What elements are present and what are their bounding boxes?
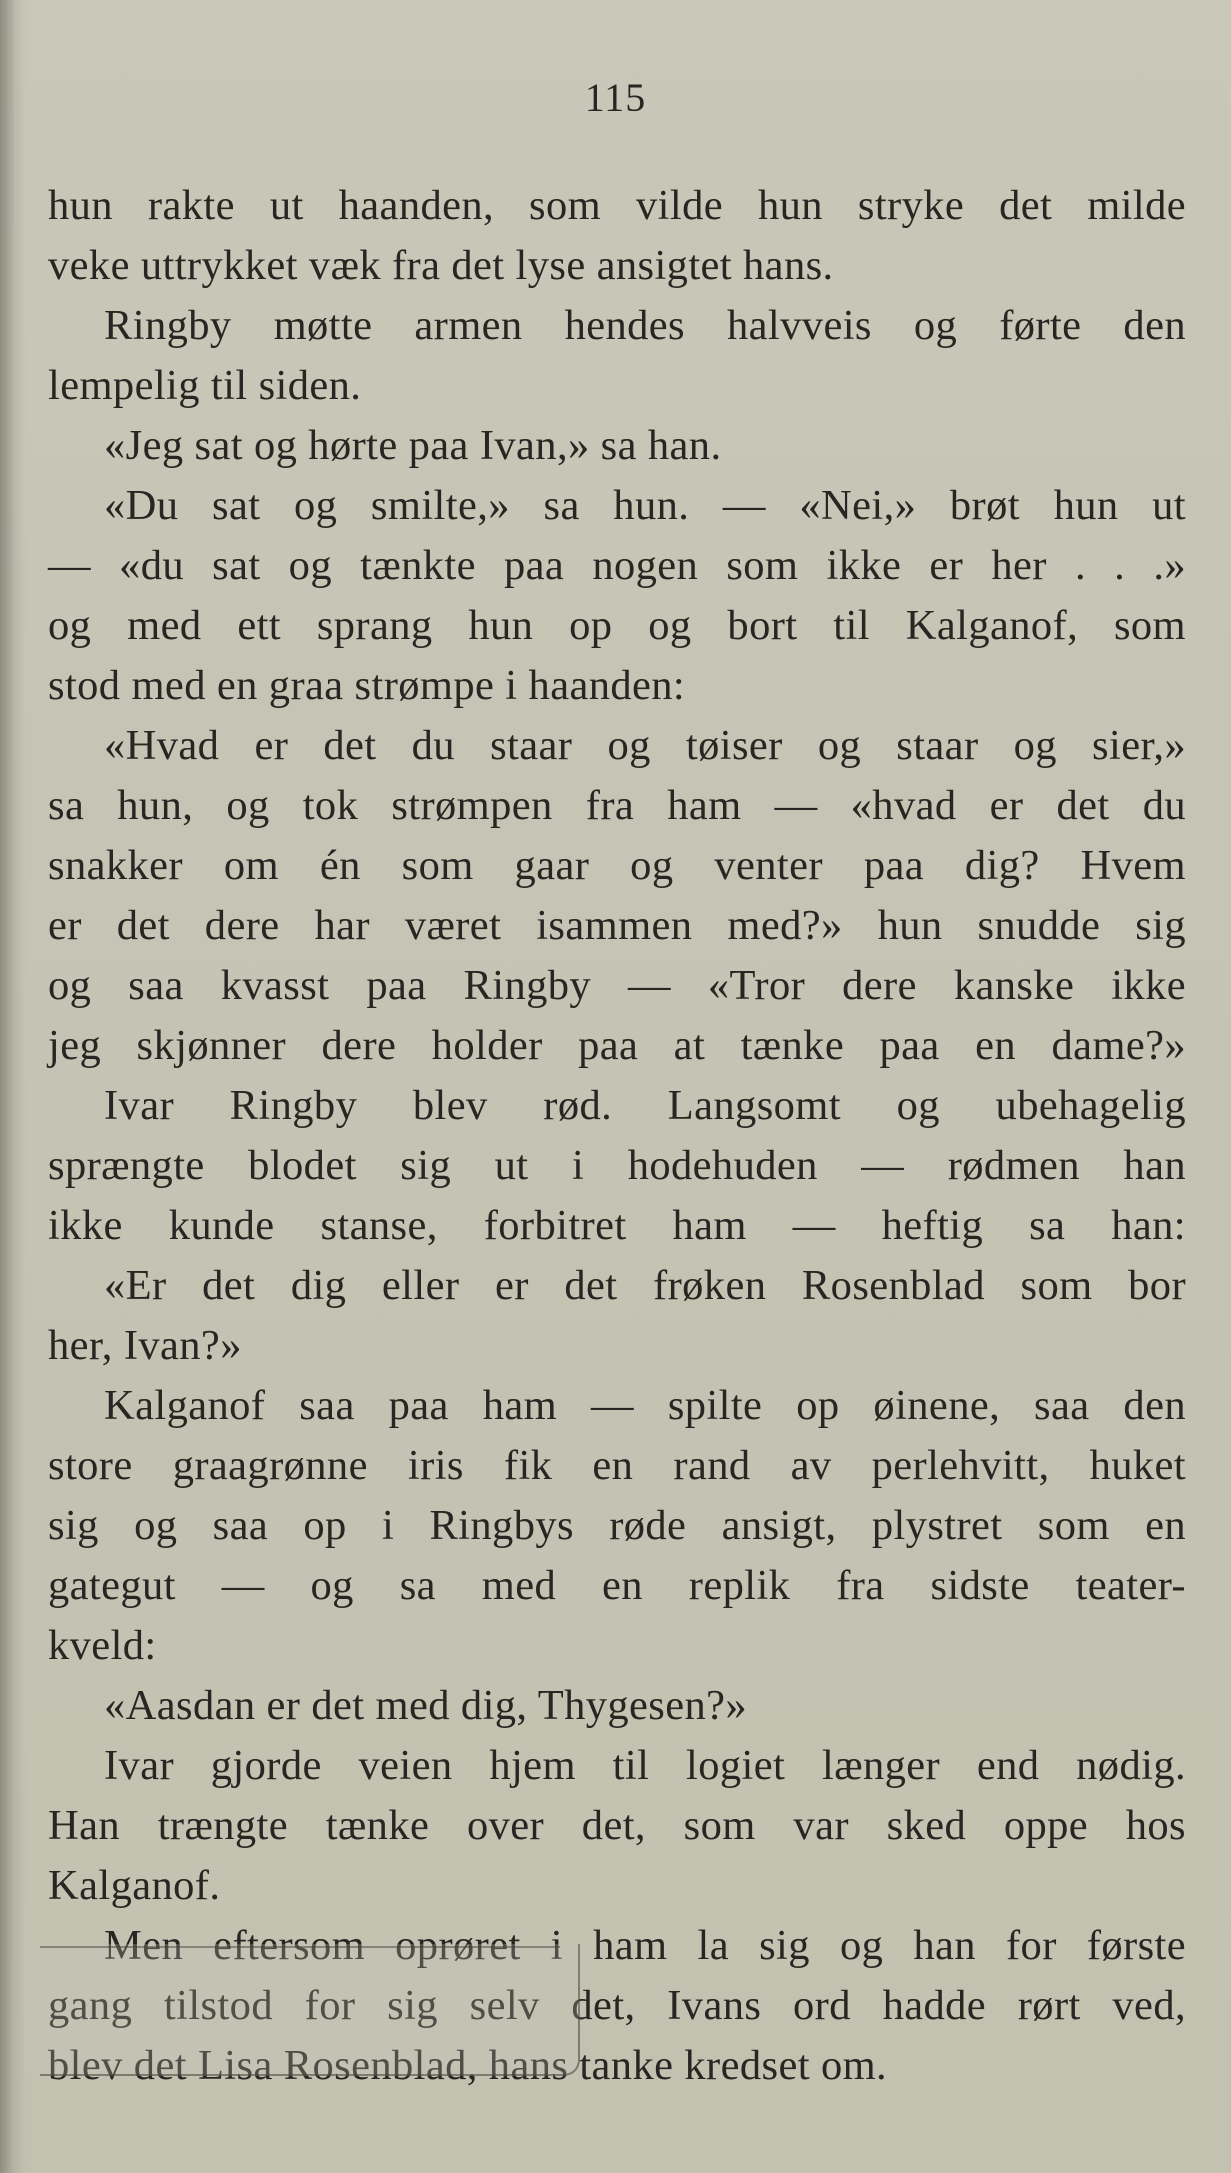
text-line: gang tilstod for sig selv det, Ivans ord hadde rørt ved,: [48, 1982, 1186, 2029]
text-line: er det dere har været isammen med?» hun snudde sig: [48, 902, 1186, 949]
text-line: «Aasdan er det med dig, Thygesen?»: [104, 1682, 748, 1729]
text-line: Men eftersom oprøret i ham la sig og han for første: [104, 1922, 1186, 1969]
text-line: hun rakte ut haanden, som vilde hun stryke det milde: [48, 182, 1186, 229]
text-line: her, Ivan?»: [48, 1322, 242, 1369]
text-line: kveld:: [48, 1622, 157, 1669]
text-line: lempelig til siden.: [48, 362, 362, 409]
text-line: stod med en graa strømpe i haanden:: [48, 662, 686, 709]
text-line: sa hun, og tok strømpen fra ham — «hvad er det du: [48, 782, 1186, 829]
text-line: jeg skjønner dere holder paa at tænke paa en dame?»: [48, 1022, 1186, 1069]
text-line: «Er det dig eller er det frøken Rosenblad som bor: [104, 1262, 1186, 1309]
text-line: og saa kvasst paa Ringby — «Tror dere kanske ikke: [48, 962, 1186, 1009]
text-line: «Jeg sat og hørte paa Ivan,» sa han.: [104, 422, 722, 469]
text-line: sprængte blodet sig ut i hodehuden — rødmen han: [48, 1142, 1186, 1189]
text-line: snakker om én som gaar og venter paa dig? Hvem: [48, 842, 1186, 889]
text-line: Han trængte tænke over det, som var sked oppe hos: [48, 1802, 1186, 1849]
text-line: og med ett sprang hun op og bort til Kalganof, som: [48, 602, 1186, 649]
text-line: sig og saa op i Ringbys røde ansigt, plystret som en: [48, 1502, 1186, 1549]
text-line: blev det Lisa Rosenblad, hans tanke kredset om.: [48, 2042, 888, 2089]
text-line: Kalganof.: [48, 1862, 221, 1909]
text-line: «Du sat og smilte,» sa hun. — «Nei,» brøt hun ut: [104, 482, 1186, 529]
text-line: ikke kunde stanse, forbitret ham — heftig sa han:: [48, 1202, 1186, 1249]
text-line: «Hvad er det du staar og tøiser og staar og sier,»: [104, 722, 1186, 769]
text-line: Ivar Ringby blev rød. Langsomt og ubehagelig: [104, 1082, 1186, 1129]
pencil-underline-mark: [40, 1946, 560, 1948]
text-line: gategut — og sa med en replik fra sidste teater-: [48, 1562, 1186, 1609]
text-line: — «du sat og tænkte paa nogen som ikke er her . . .»: [48, 542, 1186, 589]
text-line: Kalganof saa paa ham — spilte op øinene, saa den: [104, 1382, 1186, 1429]
text-line: Ivar gjorde veien hjem til logiet længer end nødig.: [104, 1742, 1186, 1789]
body-text: [48, 176, 1186, 2096]
page-number: 115: [584, 75, 647, 120]
page-binding-edge: [0, 0, 14, 2173]
text-line: store graagrønne iris fik en rand av perlehvitt, huket: [48, 1442, 1186, 1489]
text-line: veke uttrykket væk fra det lyse ansigtet hans.: [48, 242, 834, 289]
text-line: Ringby møtte armen hendes halvveis og førte den: [104, 302, 1186, 349]
